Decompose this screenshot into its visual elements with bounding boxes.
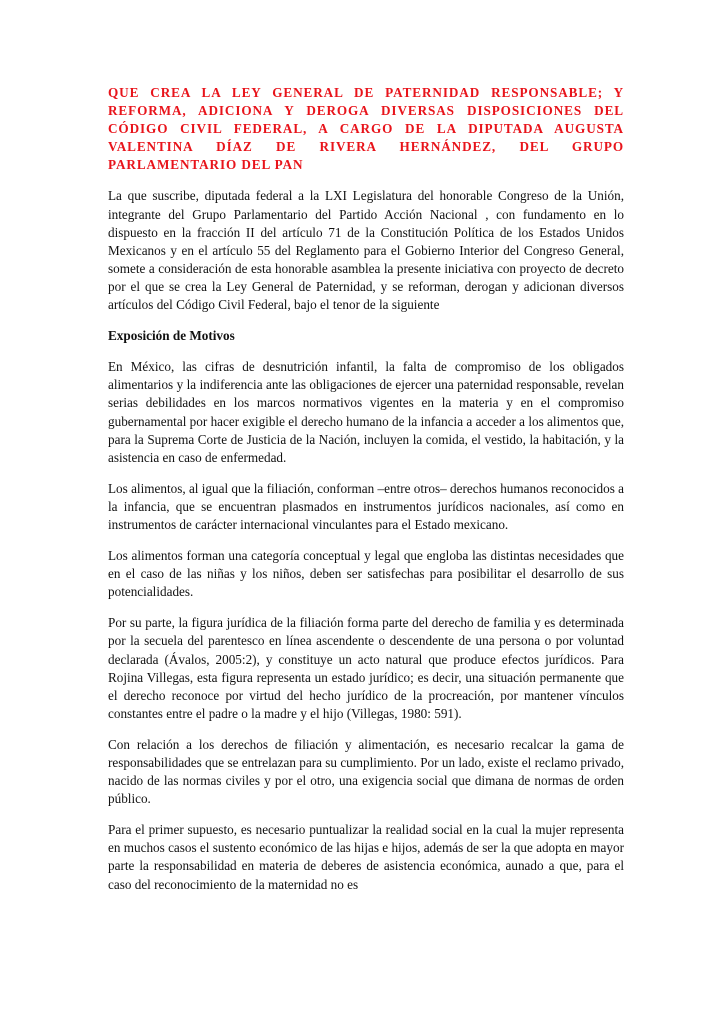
document-page	[108, 84, 624, 907]
document-title: QUE CREA LA LEY GENERAL DE PATERNIDAD RESPONSABLE; Y REFORMA, ADICIONA Y DEROGA DIVERSAS DISPOSICIONES DEL CÓDIGO CIVIL FEDERAL, A CARGO DE LA DIPUTADA AUGUSTA VALENTINA DÍAZ DE RIVERA HERNÁNDEZ, DEL GRUPO PARLAMENTARIO DEL PAN	[108, 85, 624, 173]
body-paragraph: Para el primer supuesto, es necesario puntualizar la realidad social en la cual la mujer representa en muchos casos el sustento económico de las hijas e hijos, además de ser la que adopta en mayor parte la responsabilidad en materia de deberes de asistencia económica, aunado a que, para el caso del reconocimiento de la maternidad no es	[108, 822, 624, 892]
body-paragraph: Con relación a los derechos de filiación y alimentación, es necesario recalcar la gama de responsabilidades que se entrelazan para su cumplimiento. Por un lado, existe el reclamo privado, nacido de las normas civiles y por el otro, una exigencia social que dimana de normas de orden público.	[108, 736, 624, 807]
body-paragraph: En México, las cifras de desnutrición infantil, la falta de compromiso de los obligados alimentarios y la indiferencia ante las obligaciones de ejercer una paternidad responsable, revelan serias debilidades en los marcos normativos vigentes en la materia y en el compromiso gubernamental por hacer exigible el derecho humano de la infancia a acceder a los alimentos que, para la Suprema Corte de Justicia de la Nación, incluyen la comida, el vestido, la habitación, y la asistencia en caso de enfermedad.	[108, 359, 624, 465]
body-paragraph: Los alimentos, al igual que la filiación, conforman –entre otros– derechos humanos reconocidos a la infancia, que se encuentran plasmados en instrumentos jurídicos nacionales, así como en instrumentos de carácter internacional vinculantes para el Estado mexicano.	[108, 480, 624, 532]
intro-paragraph: La que suscribe, diputada federal a la LXI Legislatura del honorable Congreso de la Unión, integrante del Grupo Parlamentario del Partido Acción Nacional , con fundamento en lo dispuesto en la fracción II del artículo 71 de la Constitución Política de los Estados Unidos Mexicanos y en el artículo 55 del Reglamento para el Gobierno Interior del Congreso General, somete a consideración de esta honorable asamblea la presente iniciativa con proyecto de decreto por el que se crea la Ley General de Paternidad, y se reforman, derogan y adicionan diversos artículos del Código Civil Federal, bajo el tenor de la siguiente	[108, 188, 624, 313]
section-heading: Exposición de Motivos	[108, 328, 235, 344]
body-paragraph: Los alimentos forman una categoría conceptual y legal que engloba las distintas necesidades que en el caso de las niñas y los niños, deben ser satisfechas para posibilitar el desarrollo de sus potencialidades.	[108, 548, 624, 600]
body-paragraph: Por su parte, la figura jurídica de la filiación forma parte del derecho de familia y es determinada por la secuela del parentesco en línea ascendente o descendente de una persona o por voluntad declarada (Ávalos, 2005:2), y constituye un acto natural que produce efectos jurídicos. Para Rojina Villegas, esta figura representa un estado jurídico; es decir, una situación permanente que el derecho reconoce por virtud del hecho jurídico de la procreación, por mantener vínculos constantes entre el padre o la madre y el hijo (Villegas, 1980: 591).	[108, 615, 624, 721]
